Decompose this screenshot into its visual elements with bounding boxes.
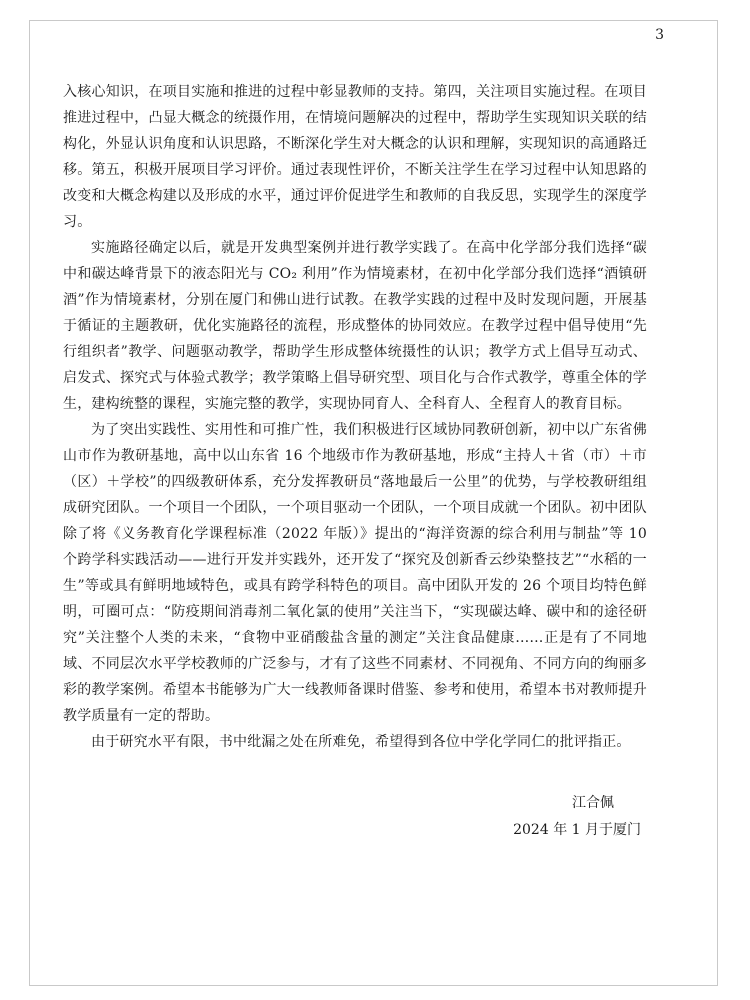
date-line: 2024 年 1 月于厦门: [513, 822, 641, 838]
paragraph: 为了突出实践性、实用性和可推广性，我们积极进行区域协同教研创新，初中以广东省佛山市作为教研基地，高中以山东省 16 个地级市作为教研基地，形成“主持人＋省（市）＋市（区）＋学校”的四级教研体系，充分发挥教研员“落地最后一公里”的优势，与学校教研组组成研究团队。一个项目一个团队，一个项目驱动一个团队，一个项目成就一个团队。初中团队除了将《义务教育化学课程标准（2022 年版）》提出的“海洋资源的综合利用与制盐”等 10 个跨学科实践活动——进行开发并实践外，还开发了“探究及创新香云纱染整技艺”“水稻的一生”等或具有鲜明地域特色，或具有跨学科特色的项目。高中团队开发的 26 个项目均特色鲜明，可圈可点：“防疫期间消毒剂二氧化氯的使用”关注当下，“实现碳达峰、碳中和的途径研究”关注整个人类的未来，“食物中亚硝酸盐含量的测定”关注食品健康……正是有了不同地域、不同层次水平学校教师的广泛参与，才有了这些不同素材、不同视角、不同方向的绚丽多彩的教学案例。希望本书能够为广大一线教师备课时借鉴、参考和使用，希望本书对教师提升教学质量有一定的帮助。: [63, 422, 647, 724]
paragraph: 由于研究水平有限，书中纰漏之处在所难免，希望得到各位中学化学同仁的批评指正。: [91, 734, 631, 750]
author-signature: 江合佩: [572, 795, 614, 811]
body-text: [63, 79, 647, 755]
paragraph: 入核心知识，在项目实施和推进的过程中彰显教师的支持。第四，关注项目实施过程。在项目推进过程中，凸显大概念的统摄作用，在情境问题解决的过程中，帮助学生实现知识关联的结构化，外显认识角度和认识思路，不断深化学生对大概念的认识和理解，实现知识的高通路迁移。第五，积极开展项目学习评价。通过表现性评价，不断关注学生在学习过程中认知思路的改变和大概念构建以及形成的水平，通过评价促进学生和教师的自我反思，实现学生的深度学习。: [63, 84, 647, 230]
paragraph: 实施路径确定以后，就是开发典型案例并进行教学实践了。在高中化学部分我们选择“碳中和碳达峰背景下的液态阳光与 CO₂ 利用”作为情境素材，在初中化学部分我们选择“酒镇研酒”作为情境素材，分别在厦门和佛山进行试教。在教学实践的过程中及时发现问题，开展基于循证的主题教研，优化实施路径的流程，形成整体的协同效应。在教学过程中倡导使用“先行组织者”教学、问题驱动教学，帮助学生形成整体统摄性的认识；教学方式上倡导互动式、启发式、探究式与体验式教学；教学策略上倡导研究型、项目化与合作式教学，尊重全体的学生，建构统整的课程，实施完整的教学，实现协同育人、全科育人、全程育人的教育目标。: [63, 240, 647, 412]
page-number: 3: [655, 27, 664, 43]
